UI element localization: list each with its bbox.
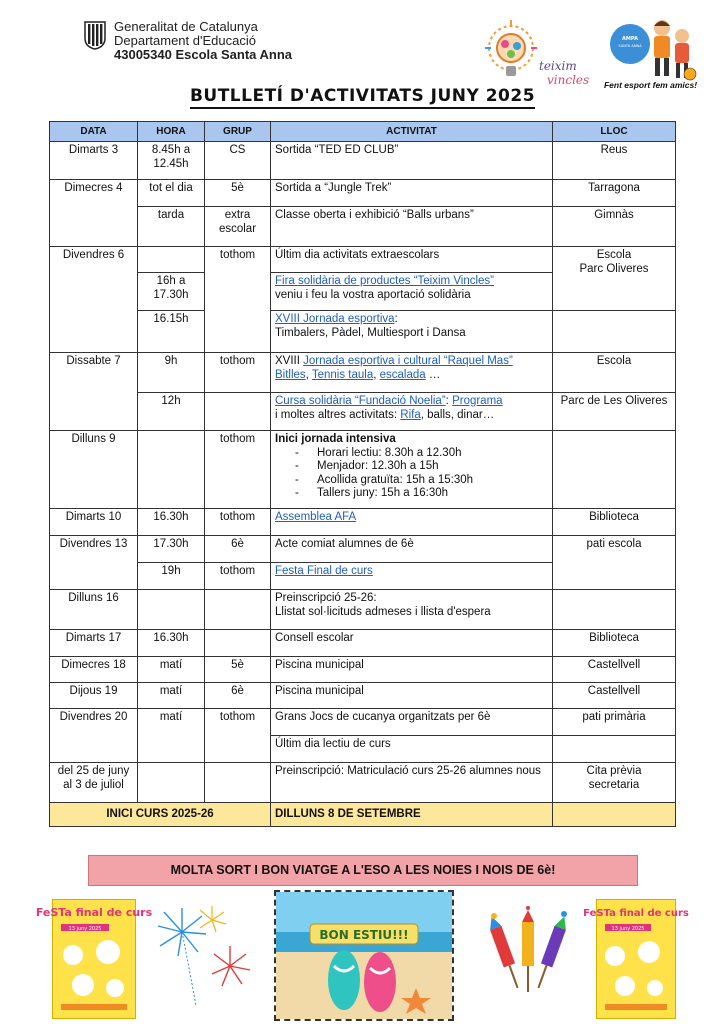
- cell-lloc: [553, 763, 676, 803]
- org-line-3: 43005340 Escola Santa Anna: [114, 47, 293, 62]
- text-prefix: i moltes altres activitats:: [275, 408, 401, 421]
- cell-hora: [138, 247, 205, 273]
- footer-left: INICI CURS 2025-26: [50, 803, 271, 827]
- cell-hora: 16.30h: [138, 509, 205, 536]
- col-header-data: DATA: [50, 122, 138, 142]
- cell-grup: tothom: [205, 563, 271, 590]
- cell-lloc: Castellvell: [553, 657, 676, 683]
- table-row: [50, 763, 676, 803]
- fireworks-image: [150, 902, 255, 1010]
- separator: ,: [373, 368, 380, 381]
- cell-hora: [138, 590, 205, 630]
- rifa-link[interactable]: Rifa: [400, 408, 421, 421]
- table-row: [50, 630, 676, 657]
- footer-right: DILLUNS 8 DE SETEMBRE: [271, 803, 553, 827]
- data-line-1: del 25 de juny: [57, 765, 130, 777]
- cell-activitat: Consell escolar: [271, 630, 553, 657]
- list-item: - Acollida gratuïta: 15h a 15:30h: [317, 474, 548, 488]
- activitat-detail: Timbalers, Pàdel, Multiesport i Dansa: [275, 326, 466, 339]
- cell-data: Dimarts 3: [50, 142, 138, 180]
- footer-empty: [553, 803, 676, 827]
- cell-hora: 19h: [138, 563, 205, 590]
- cell-hora: [138, 431, 205, 509]
- cell-activitat: [271, 353, 553, 393]
- festa-poster-right: [583, 899, 689, 1019]
- col-header-activitat: ACTIVITAT: [271, 122, 553, 142]
- svg-text:vincles: vincles: [547, 73, 590, 87]
- svg-text:AMPA: AMPA: [622, 36, 638, 42]
- cell-grup: 5è: [205, 180, 271, 207]
- lloc-line-1: Escola: [596, 249, 632, 261]
- table-row: [50, 311, 676, 353]
- cell-data: Divendres 20: [50, 709, 138, 763]
- cell-activitat: Últim dia lectiu de curs: [271, 736, 553, 763]
- table-row: [50, 353, 676, 393]
- cell-lloc: [553, 736, 676, 763]
- cell-hora: tot el dia: [138, 180, 205, 207]
- page-title: BUTLLETÍ D'ACTIVITATS JUNY 2025: [0, 86, 725, 106]
- cell-lloc: Biblioteca: [553, 509, 676, 536]
- org-line-1: Generalitat de Catalunya: [114, 19, 258, 34]
- text-tail: …: [425, 368, 441, 381]
- cell-data: [50, 763, 138, 803]
- cell-hora: 17.30h: [138, 536, 205, 563]
- col-header-grup: GRUP: [205, 122, 271, 142]
- cell-activitat: Últim dia activitats extraescolars: [271, 247, 553, 273]
- cell-grup: extra escolar: [205, 207, 271, 247]
- text-tail: , balls, dinar…: [420, 408, 495, 421]
- cell-activitat: [271, 563, 553, 590]
- footer-row: [50, 803, 676, 827]
- table-row: [50, 142, 676, 180]
- poster-date: 13 juny 2025: [68, 926, 102, 932]
- farewell-banner: MOLTA SORT I BON VIATGE A L'ESO A LES NOIES I NOIS DE 6è!: [88, 855, 638, 886]
- svg-text:teixim: teixim: [539, 59, 577, 73]
- cell-activitat: Acte comiat alumnes de 6è: [271, 536, 553, 563]
- separator: ,: [305, 368, 312, 381]
- cell-grup: tothom: [205, 709, 271, 763]
- table-row: [50, 536, 676, 563]
- cell-lloc: Castellvell: [553, 683, 676, 709]
- cell-hora: matí: [138, 683, 205, 709]
- cell-activitat: Preinscripció: Matriculació curs 25-26 alumnes nous: [271, 763, 553, 803]
- assemblea-afa-link[interactable]: Assemblea AFA: [275, 511, 357, 523]
- poster-title-right: FeSTa final de curs: [583, 908, 689, 919]
- cell-lloc: [553, 311, 676, 353]
- cell-lloc: [553, 431, 676, 509]
- separator: :: [445, 395, 453, 407]
- activitat-line-2: Llistat sol·licituds admeses i llista d'espera: [275, 605, 491, 618]
- jornada-cultural-link[interactable]: Jornada esportiva i cultural “Raquel Mas”: [303, 355, 513, 367]
- table-row: [50, 709, 676, 736]
- cell-activitat: [271, 273, 553, 311]
- list-item: - Tallers juny: 15h a 16:30h: [317, 487, 548, 501]
- lloc-line-2: Parc Oliveres: [579, 262, 649, 275]
- cell-activitat: Sortida a “Jungle Trek”: [271, 180, 553, 207]
- cell-data: Dimarts 10: [50, 509, 138, 536]
- cell-hora: 8.45h a 12.45h: [138, 142, 205, 180]
- cell-activitat: [271, 590, 553, 630]
- cell-data: Dimarts 17: [50, 630, 138, 657]
- table-row: [50, 247, 676, 273]
- cell-activitat: [271, 311, 553, 353]
- rockets-image: [484, 906, 572, 996]
- cell-data: Dimecres 4: [50, 180, 138, 247]
- data-line-2: al 3 de juliol: [63, 778, 124, 791]
- lloc-line-2: secretaria: [588, 778, 640, 791]
- table-header-row: [50, 122, 676, 142]
- poster-title: FeSTa final de curs: [35, 906, 153, 919]
- list-item: - Menjador: 12.30h a 15h: [317, 460, 548, 474]
- activities-table: [49, 121, 676, 827]
- intensiva-heading: Inici jornada intensiva: [275, 433, 396, 445]
- cell-lloc: Biblioteca: [553, 630, 676, 657]
- table-row: [50, 207, 676, 247]
- table-row: [50, 683, 676, 709]
- cell-data: Dimecres 18: [50, 657, 138, 683]
- table-row: [50, 431, 676, 509]
- cursa-solidaria-link[interactable]: Cursa solidària “Fundació Noelia”: [275, 395, 446, 407]
- cell-grup: 6è: [205, 536, 271, 563]
- cell-lloc: Tarragona: [553, 180, 676, 207]
- col-header-hora: HORA: [138, 122, 205, 142]
- cell-activitat: [271, 431, 553, 509]
- bon-estiu-image: [274, 890, 454, 1021]
- table-row: [50, 393, 676, 431]
- bitlles-link[interactable]: Bitlles: [275, 368, 306, 381]
- cell-lloc: [553, 590, 676, 630]
- cell-data: Divendres 6: [50, 247, 138, 353]
- svg-text:SANTA ANNA: SANTA ANNA: [618, 44, 642, 48]
- poster-date-right: 13 juny 2025: [611, 926, 645, 932]
- cell-grup: [205, 393, 271, 431]
- schedule-list: [275, 447, 548, 501]
- generalitat-crest-icon: [83, 20, 107, 50]
- ampa-slogan: Fent esport fem amics!: [603, 80, 698, 90]
- cell-lloc: Reus: [553, 142, 676, 180]
- cell-activitat: [271, 509, 553, 536]
- table-row: [50, 590, 676, 630]
- cell-grup: 5è: [205, 657, 271, 683]
- cell-activitat: Classe oberta i exhibició “Balls urbans”: [271, 207, 553, 247]
- list-item: - Horari lectiu: 8.30h a 12.30h: [317, 447, 548, 461]
- tennis-taula-link[interactable]: Tennis taula: [311, 368, 374, 381]
- cell-hora: tarda: [138, 207, 205, 247]
- cell-activitat: Piscina municipal: [271, 657, 553, 683]
- cell-hora: 12h: [138, 393, 205, 431]
- cell-activitat: [271, 393, 553, 431]
- cell-lloc: [553, 247, 676, 311]
- cell-lloc: pati escola: [553, 536, 676, 590]
- cell-lloc: Gimnàs: [553, 207, 676, 247]
- cell-grup: tothom: [205, 509, 271, 536]
- teixim-vincles-logo: [481, 18, 589, 90]
- cell-grup: [205, 590, 271, 630]
- cell-grup: [205, 763, 271, 803]
- cell-hora: 9h: [138, 353, 205, 393]
- cell-data: Dijous 19: [50, 683, 138, 709]
- cell-hora: matí: [138, 657, 205, 683]
- cell-data: Dissabte 7: [50, 353, 138, 431]
- cell-hora: 16.15h: [138, 311, 205, 353]
- jornada-esportiva-link[interactable]: XVIII Jornada esportiva: [275, 313, 395, 325]
- table-row: [50, 180, 676, 207]
- cell-grup: tothom: [205, 431, 271, 509]
- cell-lloc: pati primària: [553, 709, 676, 736]
- cell-activitat: Sortida “TED ED CLUB”: [271, 142, 553, 180]
- cell-hora: 16h a 17.30h: [138, 273, 205, 311]
- col-header-lloc: LLOC: [553, 122, 676, 142]
- cell-activitat: Grans Jocs de cucanya organitzats per 6è: [271, 709, 553, 736]
- escalada-link[interactable]: escalada: [379, 368, 426, 381]
- summer-text: BON ESTIU!!!: [319, 928, 409, 942]
- org-line-2: Departament d'Educació: [114, 33, 256, 48]
- cell-data: Dilluns 16: [50, 590, 138, 630]
- festa-poster-left: [35, 899, 153, 1019]
- cell-hora: 16.30h: [138, 630, 205, 657]
- cell-grup: tothom: [205, 353, 271, 393]
- activitat-detail: veniu i feu la vostra aportació solidària: [275, 288, 471, 301]
- table-row: [50, 657, 676, 683]
- cell-hora: matí: [138, 709, 205, 763]
- text-prefix: XVIII: [275, 355, 304, 367]
- cell-lloc: Escola: [553, 353, 676, 393]
- cell-data: Divendres 13: [50, 536, 138, 590]
- cell-data: Dilluns 9: [50, 431, 138, 509]
- festa-final-link[interactable]: Festa Final de curs: [275, 565, 373, 577]
- cell-grup: tothom: [205, 247, 271, 353]
- programa-link[interactable]: Programa: [452, 395, 503, 407]
- cell-grup: CS: [205, 142, 271, 180]
- cell-grup: [205, 630, 271, 657]
- activitat-line-1: Preinscripció 25-26:: [275, 592, 377, 604]
- text-suffix: :: [394, 313, 398, 325]
- table-row: [50, 509, 676, 536]
- fira-solidaria-link[interactable]: Fira solidària de productes “Teixim Vincles”: [275, 275, 495, 287]
- organization-block: [114, 20, 292, 62]
- cell-lloc: Parc de Les Oliveres: [553, 393, 676, 431]
- cell-activitat: Piscina municipal: [271, 683, 553, 709]
- lloc-line-1: Cita prèvia: [586, 765, 642, 777]
- cell-hora: [138, 763, 205, 803]
- cell-grup: 6è: [205, 683, 271, 709]
